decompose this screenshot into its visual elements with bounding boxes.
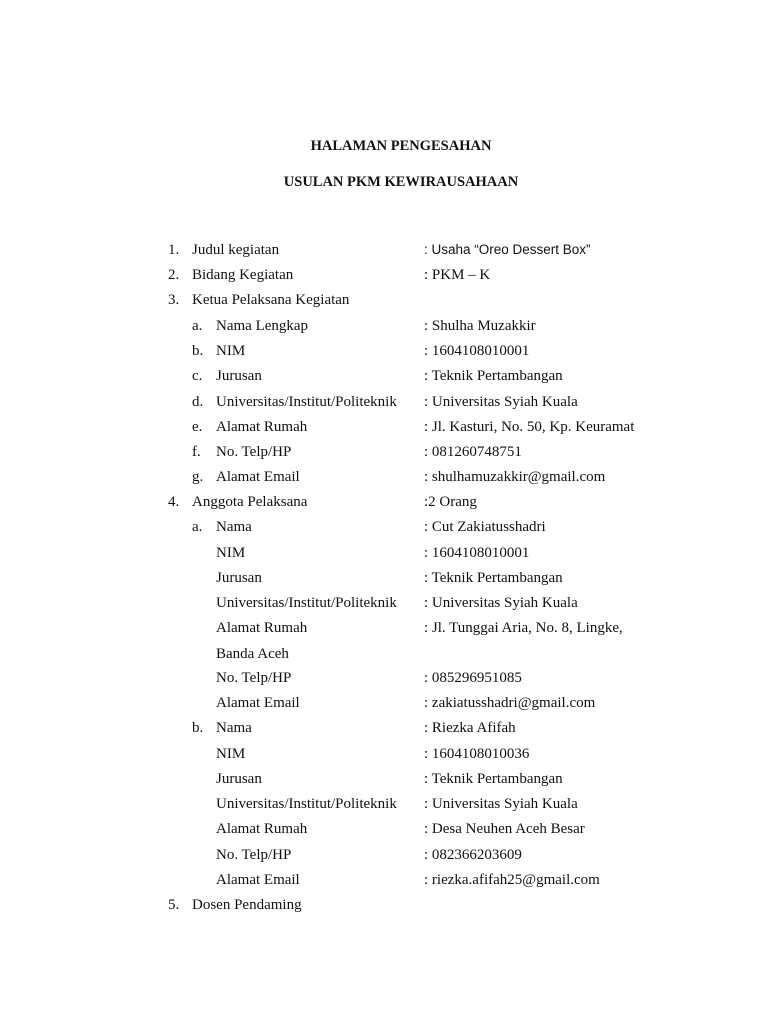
field-label: NIM [216,746,246,762]
field-label: Alamat Email [216,695,300,711]
field-label: Jurusan [216,771,262,787]
sub-letter: c. [192,368,203,384]
item-number: 5. [168,897,180,913]
field-label: No. Telp/HP [216,444,292,460]
field-label: Jurusan [216,368,262,384]
field-value: : Cut Zakiatusshadri [424,519,546,535]
field-label: Jurusan [216,570,262,586]
field-value: : 1604108010001 [424,545,530,561]
item-value: : PKM – K [424,267,491,283]
field-label: Alamat Email [216,872,300,888]
sub-letter: a. [192,519,203,535]
field-value: : 085296951085 [424,670,522,686]
field-label-continuation: Banda Aceh [216,646,289,662]
field-value: : Shulha Muzakkir [424,318,536,334]
item-label: Bidang Kegiatan [192,267,294,283]
field-value: : shulhamuzakkir@gmail.com [424,469,606,485]
sub-letter: b. [192,720,204,736]
item-value: : Usaha “Oreo Dessert Box” [424,242,591,257]
page-subtitle: USULAN PKM KEWIRAUSAHAAN [283,174,519,190]
field-label: Alamat Rumah [216,620,308,636]
field-label: No. Telp/HP [216,847,292,863]
field-label: Nama [216,519,252,535]
field-value: : Teknik Pertambangan [424,570,563,586]
field-label: Universitas/Institut/Politeknik [216,595,397,611]
field-value: : Teknik Pertambangan [424,368,563,384]
field-label: NIM [216,343,246,359]
item-number: 3. [168,292,180,308]
sub-letter: f. [192,444,201,460]
item-number: 4. [168,494,180,510]
sub-letter: b. [192,343,204,359]
item-label: Judul kegiatan [192,242,280,258]
field-label: No. Telp/HP [216,670,292,686]
field-value: : Universitas Syiah Kuala [424,796,578,812]
field-label: Universitas/Institut/Politeknik [216,796,397,812]
field-label: NIM [216,545,246,561]
field-label: Alamat Rumah [216,821,308,837]
field-value: : 081260748751 [424,444,522,460]
field-value: : Desa Neuhen Aceh Besar [424,821,585,837]
page-title: HALAMAN PENGESAHAN [310,138,492,154]
field-value: : 1604108010001 [424,343,530,359]
sub-letter: g. [192,469,204,485]
item-number: 1. [168,242,180,258]
field-value: : Universitas Syiah Kuala [424,394,578,410]
sub-letter: d. [192,394,204,410]
field-value: : 082366203609 [424,847,522,863]
field-label: Nama Lengkap [216,318,309,334]
field-value: : Teknik Pertambangan [424,771,563,787]
item-label: Dosen Pendaming [192,897,302,913]
item-label: Ketua Pelaksana Kegiatan [192,292,350,308]
field-label: Alamat Email [216,469,300,485]
field-label: Universitas/Institut/Politeknik [216,394,397,410]
field-value: : Jl. Tunggai Aria, No. 8, Lingke, [424,620,623,636]
field-label: Nama [216,720,252,736]
item-value: :2 Orang [424,494,477,510]
field-label: Alamat Rumah [216,419,308,435]
field-value: : zakiatusshadri@gmail.com [424,695,596,711]
item-number: 2. [168,267,180,283]
field-value: : 1604108010036 [424,746,530,762]
sub-letter: e. [192,419,203,435]
field-value: : riezka.afifah25@gmail.com [424,872,600,888]
field-value: : Jl. Kasturi, No. 50, Kp. Keuramat [424,419,635,435]
item-label: Anggota Pelaksana [192,494,308,510]
field-value: : Riezka Afifah [424,720,516,736]
field-value: : Universitas Syiah Kuala [424,595,578,611]
sub-letter: a. [192,318,203,334]
